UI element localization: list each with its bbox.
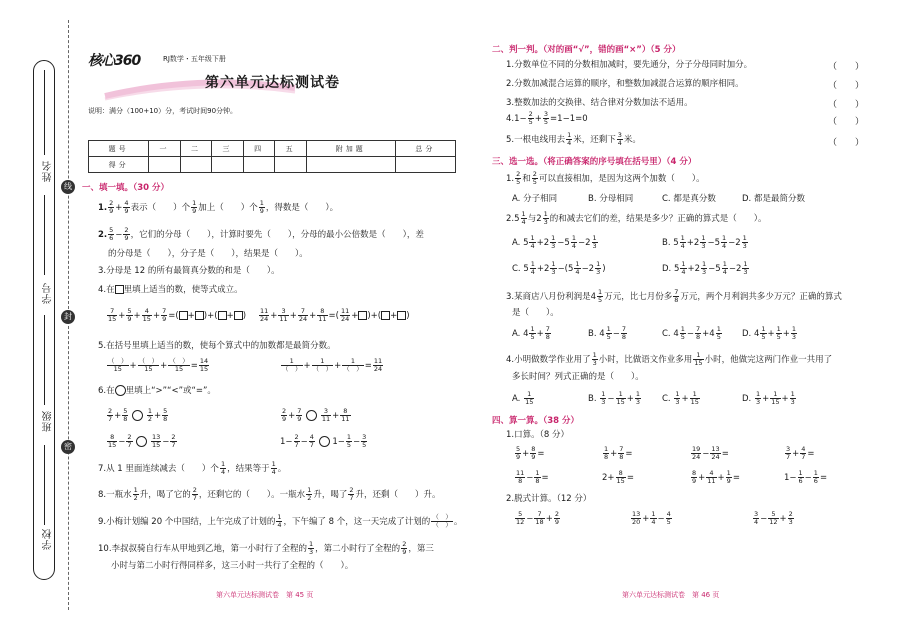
judge-1: 1.分数单位不同的分数相加减时，要先通分，分子分母同时加分。 [506, 60, 753, 70]
exam-note: 说明：满分（100+10）分，考试时间90分钟。 [88, 107, 238, 115]
q2-continued: 的分母是（ ），分子是（ ），结果是（ ）。 [108, 249, 308, 259]
th-2: 二 [180, 141, 212, 157]
judge-answer-4[interactable]: （ ） [828, 117, 865, 127]
choice-q4-c[interactable]: C. $\frac{1}{3}$ + $\frac{1}{15}$ [662, 390, 699, 406]
oral-3[interactable]: $\frac{19}{24}$ − $\frac{13}{24}$ = [692, 445, 729, 461]
score-row-label: 得分 [89, 157, 149, 173]
page-title: 第六单元达标测试卷 [205, 75, 340, 91]
choice-q3: 3.某商店八月份利润是4 $\frac{1}{5}$ 万元，比七月份多 $\frac{7}{8}$ 万元，两个月利润共多少万元？正确的算式 [506, 288, 842, 304]
score-cell[interactable] [395, 157, 455, 173]
choice-q3-b[interactable]: B. 4 $\frac{1}{5}$ − $\frac{7}{8}$ [588, 325, 627, 341]
q1: 1. $\frac{2}{9}$ + $\frac{4}{9}$ 表示（ ）个 $\frac{1}{9}$ 加上（ ）个 $\frac{1}{9}$ ，得数是（ ）。 [98, 199, 339, 215]
section4-title: 四、算一算。（38 分） [492, 416, 580, 426]
judge-2: 2.分数加减混合运算的顺序，和整数加减混合运算的顺序相同。 [506, 79, 744, 89]
choice-q1-a[interactable]: A. 分子相同 [512, 194, 558, 204]
choice-q1-c[interactable]: C. 都是真分数 [662, 194, 716, 204]
choice-q3-continued: 是（ ）。 [512, 308, 559, 318]
oral-calc-title: 1.口算。（8 分） [506, 430, 569, 440]
footer-left: 第六单元达标测试卷 第 45 页 [216, 591, 314, 599]
q4-eq1: $\frac{7}{15}$ + $\frac{5}{9}$ + $\frac{4}{15}$ + $\frac{7}{9}$ =( + )+( + ) [108, 307, 247, 323]
oral-2[interactable]: $\frac{1}{8}$ + $\frac{7}{8}$ = [604, 445, 633, 461]
q5-eq1: （ ） 15 + （ ） 15 + （ ） 15 = $\frac{14}{15}$ [108, 357, 209, 373]
oral-1[interactable]: $\frac{5}{9}$ + $\frac{8}{9}$ = [516, 445, 545, 461]
step-calc-title: 2.脱式计算。（12 分） [506, 494, 592, 504]
th-1: 一 [149, 141, 181, 157]
choice-q2-b[interactable]: B. 5 $\frac{1}{4}$ +2 $\frac{1}{3}$ −5 $\frac{1}{4}$ −2 $\frac{1}{3}$ [662, 234, 747, 250]
oral-5[interactable]: $\frac{11}{8}$ − $\frac{1}{8}$ = [516, 469, 549, 485]
step-3[interactable]: $\frac{3}{4}$ − $\frac{5}{12}$ + $\frac{2}{3}$ [754, 510, 793, 526]
q6-b: $\frac{2}{9}$ + $\frac{7}{9}$ $\frac{3}{11}$ + $\frac{8}{11}$ [282, 407, 350, 423]
oral-4[interactable]: $\frac{3}{7}$ + $\frac{4}{7}$ = [786, 445, 815, 461]
q3: 3.分母是 12 的所有最简真分数的和是（ ）。 [98, 266, 280, 276]
choice-q4-a[interactable]: A. $\frac{1}{15}$ [512, 390, 534, 406]
q8: 8.一瓶水 $\frac{1}{2}$ 升，喝了它的 $\frac{2}{7}$ ，还剩它的（ ）。一瓶水 $\frac{1}{2}$ 升，喝了 $\frac{2}{7}$ 升，还剩（ ）升。 [98, 486, 441, 502]
section1-title: 一、填一填。（30 分） [82, 183, 170, 193]
score-cell[interactable] [212, 157, 244, 173]
q9: 9.小梅计划编 20 个中国结，上午完成了计划的 $\frac{1}{4}$ ，下午编了 8 个，这一天完成了计划的 （ ） （ ） 。 [98, 513, 463, 529]
footer-right: 第六单元达标测试卷 第 46 页 [622, 591, 720, 599]
th-total: 总分 [395, 141, 455, 157]
school-label: 学校 [43, 528, 54, 550]
score-table [88, 140, 456, 173]
oral-8[interactable]: 1− $\frac{1}{6}$ − $\frac{1}{6}$ = [784, 469, 828, 485]
q7: 7.从 1 里面连续减去（ ）个 $\frac{1}{4}$ ，结果等于 $\frac{1}{4}$ 。 [98, 460, 287, 476]
judge-answer-2[interactable]: （ ） [828, 81, 865, 91]
score-cell[interactable] [149, 157, 181, 173]
score-cell[interactable] [243, 157, 275, 173]
q2: 2. $\frac{5}{6}$ − $\frac{2}{9}$ ，它们的分母（ ），计算时要先（ ），分母的最小公倍数是（ ），差 [98, 226, 424, 242]
choice-q1: 1. $\frac{2}{5}$ 和 $\frac{2}{5}$ 可以直接相加，是因为这两个加数（ ）。 [506, 170, 705, 186]
oral-7[interactable]: $\frac{8}{9}$ + $\frac{4}{11}$ + $\frac{1}{9}$ = [692, 469, 740, 485]
choice-q1-d[interactable]: D. 都是最简分数 [742, 194, 805, 204]
choice-q2-d[interactable]: D. 5 $\frac{1}{4}$ +2 $\frac{1}{3}$ −5 $\frac{1}{4}$ −2 $\frac{1}{3}$ [662, 260, 748, 276]
series-label: RJ数学・五年级下册 [163, 55, 226, 63]
class-label: 班级 [43, 410, 54, 432]
judge-answer-1[interactable]: （ ） [828, 62, 865, 72]
name-line [44, 70, 45, 155]
choice-q4-continued: 多长时间？列式正确的是（ ）。 [512, 372, 644, 382]
th-label: 题号 [89, 141, 149, 157]
class-line [44, 315, 45, 405]
q6-c: $\frac{8}{15}$ − $\frac{2}{7}$ $\frac{13}{15}$ − $\frac{2}{7}$ [108, 433, 176, 449]
student-id-label: 学号 [43, 282, 54, 304]
step-2[interactable]: $\frac{13}{20}$ + $\frac{1}{4}$ − $\frac{4}{5}$ [632, 510, 671, 526]
choice-q4-d[interactable]: D. $\frac{1}{3}$ + $\frac{1}{15}$ + $\frac{1}{3}$ [742, 390, 795, 406]
logo: 核心360 [88, 53, 141, 69]
id-line [44, 195, 45, 275]
section3-title: 三、选一选。（将正确答案的序号填在括号里）（4 分） [492, 157, 697, 167]
th-3: 三 [212, 141, 244, 157]
seal-mi: 密 [61, 440, 75, 454]
seal-feng: 封 [61, 310, 75, 324]
choice-q3-a[interactable]: A. 4 $\frac{1}{5}$ + $\frac{7}{8}$ [512, 325, 550, 341]
choice-q1-b[interactable]: B. 分母相同 [588, 194, 634, 204]
th-5: 五 [275, 141, 307, 157]
section2-title: 二、判一判。（对的画“√”，错的画“×”）（5 分） [492, 45, 681, 55]
judge-answer-5[interactable]: （ ） [828, 138, 865, 148]
q5: 5.在括号里填上适当的数，使每个算式中的加数都是最简分数。 [98, 341, 336, 351]
choice-q2-a[interactable]: A. 5 $\frac{1}{4}$ +2 $\frac{1}{3}$ −5 $\frac{1}{4}$ −2 $\frac{1}{3}$ [512, 234, 597, 250]
th-4: 四 [243, 141, 275, 157]
score-cell[interactable] [275, 157, 307, 173]
school-line [44, 445, 45, 525]
choice-q2: 2.5 $\frac{1}{4}$ 与2 $\frac{1}{3}$ 的和减去它们的差，结果是多少？正确的算式是（ ）。 [506, 210, 767, 226]
judge-5: 5.一根电线用去 $\frac{1}{4}$ 米，还剩下 $\frac{3}{4}$ 米。 [506, 131, 641, 147]
judge-3: 3.整数加法的交换律、结合律对分数加法不适用。 [506, 98, 693, 108]
q10: 10.李叔叔骑自行车从甲地到乙地，第一小时行了全程的 $\frac{1}{3}$ ，第二小时行了全程的 $\frac{2}{9}$ ，第三 [98, 540, 434, 556]
choice-q2-c[interactable]: C. 5 $\frac{1}{4}$ +2 $\frac{1}{3}$ −(5 $\frac{1}{4}$ −2 $\frac{1}{3}$ ) [512, 260, 606, 276]
q4-eq2: $\frac{11}{24}$ + $\frac{3}{11}$ + $\frac{7}{24}$ + $\frac{8}{11}$ =( $\frac{11}{24}$ + )+( + ) [260, 307, 410, 323]
score-cell[interactable] [180, 157, 212, 173]
q6-a: $\frac{2}{7}$ + $\frac{5}{8}$ $\frac{1}{2}$ + $\frac{5}{8}$ [108, 407, 168, 423]
choice-q3-c[interactable]: C. 4 $\frac{1}{5}$ − $\frac{7}{8}$ +4 $\frac{1}{5}$ [662, 325, 721, 341]
oral-6[interactable]: 2+ $\frac{8}{15}$ = [602, 469, 634, 485]
step-1[interactable]: $\frac{5}{12}$ − $\frac{7}{18}$ + $\frac{2}{9}$ [516, 510, 559, 526]
q5-eq2: 1 （ ） + 1 （ ） + 1 （ ） = $\frac{11}{24}$ [282, 357, 383, 373]
choice-q4-b[interactable]: B. $\frac{1}{3}$ − $\frac{1}{15}$ + $\frac{1}{3}$ [588, 390, 641, 406]
score-cell[interactable] [306, 157, 395, 173]
choice-q4: 4.小明做数学作业用了 $\frac{1}{3}$ 小时，比做语文作业多用 $\frac{1}{15}$ 小时，他做完这两门作业一共用了 [506, 351, 833, 367]
judge-answer-3[interactable]: （ ） [828, 100, 865, 110]
judge-4: 4.1− $\frac{2}{5}$ + $\frac{3}{5}$ =1−1=0 [506, 110, 588, 126]
q10-continued: 小时与第二小时行得同样多，这三小时一共行了全程的（ ）。 [111, 561, 354, 571]
name-label: 姓名 [43, 160, 54, 182]
seal-xian: 线 [61, 180, 75, 194]
choice-q3-d[interactable]: D. 4 $\frac{1}{5}$ + $\frac{1}{5}$ + $\frac{1}{3}$ [742, 325, 797, 341]
q6-d: 1− $\frac{2}{7}$ − $\frac{4}{7}$ 1− $\frac{1}{5}$ − $\frac{3}{5}$ [280, 433, 367, 449]
q4: 4.在 里填上适当的数，使等式成立。 [98, 285, 243, 295]
q6: 6.在 里填上“>”“<”或“=”。 [98, 386, 216, 396]
th-extra: 附加题 [306, 141, 395, 157]
